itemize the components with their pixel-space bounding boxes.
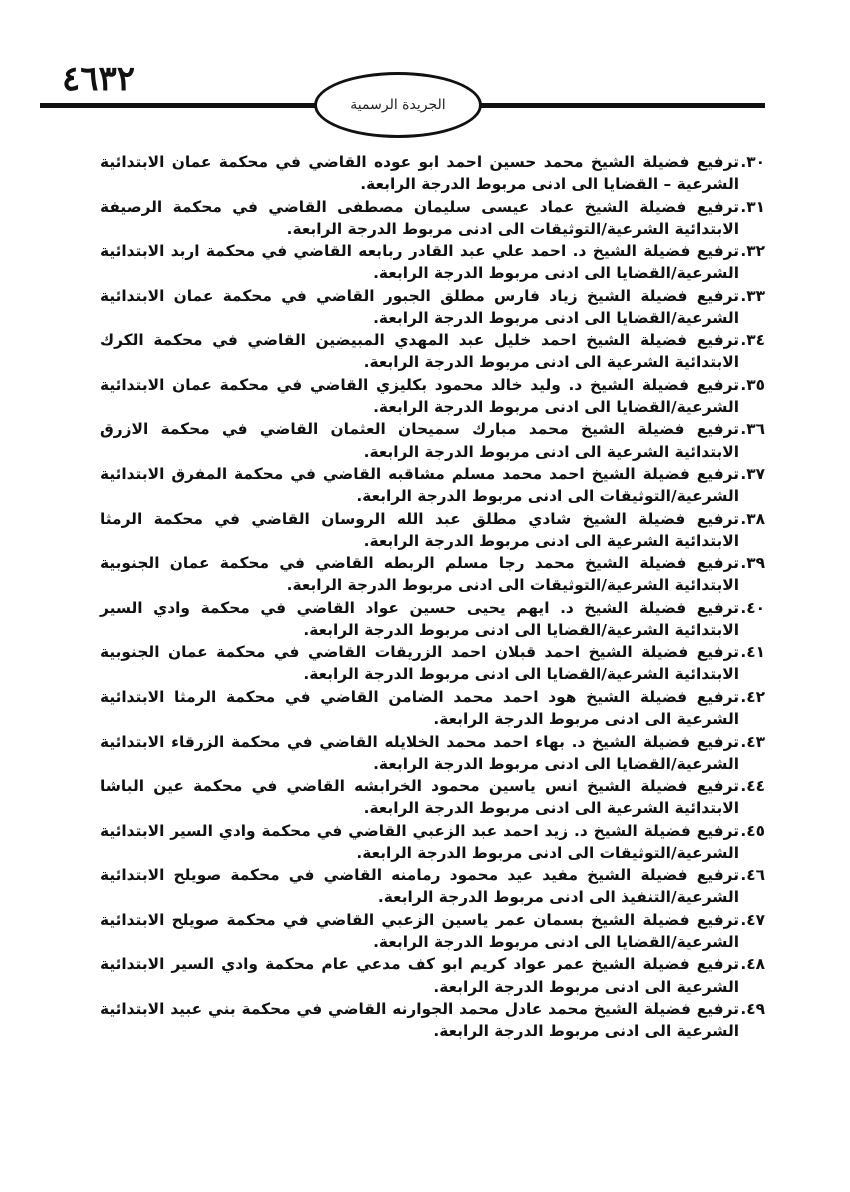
item-text: ترفيع فضيلة الشيخ مفيد عيد محمود رمامنه القاضي في محكمة صويلح الابتدائية الشرعية/التنفيذ الى ادنى مربوط الدرجة الرابعة. [100,866,739,907]
item-text: ترفيع فضيلة الشيخ محمد عادل محمد الجوارنه القاضي في محكمة بني عبيد الابتدائية الشرعية الى ادنى مربوط الدرجة الرابعة. [100,999,739,1041]
item-text: ترفيع فضيلة الشيخ احمد قبلان احمد الزريقات القاضي في محكمة عمان الجنوبية الابتدائية الشرعية/القضايا الى ادنى مربوط الدرجة الرابعة. [100,643,739,684]
list-item [100,552,765,596]
item-number: ٣٥. [740,375,765,394]
item-text: ترفيع فضيلة الشيخ احمد خليل عبد المهدي المبيضين القاضي في محكمة الكرك الابتدائية الشرعية الى ادنى مربوط الدرجة الرابعة. [100,331,739,372]
item-text: ترفيع فضيلة الشيخ احمد محمد مسلم مشاقبه القاضي في محكمة المفرق الابتدائية الشرعية/التوثيقات الى ادنى مربوط الدرجة الرابعة. [100,465,739,506]
item-text: ترفيع فضيلة الشيخ د. زيد احمد عبد الزعبي القاضي في محكمة وادي السير الابتدائية الشرعية/التوثيقات الى ادنى مربوط الدرجة الرابعة. [100,821,739,862]
item-text: ترفيع فضيلة الشيخ د. احمد علي عبد القادر ربابعه القاضي في محكمة اربد الابتدائية الشرعية/القضايا الى ادنى مربوط الدرجة الرابعة. [100,242,739,283]
item-number: ٤٣. [740,732,765,751]
list-item [100,909,765,953]
publication-title: الجريدة الرسمية [350,97,446,113]
item-text: ترفيع فضيلة الشيخ زياد فارس مطلق الجبور القاضي في محكمة عمان الابتدائية الشرعية/القضايا الى ادنى مربوط الدرجة الرابعة. [100,286,739,327]
item-number: ٣٨. [740,509,765,528]
list-item [100,864,765,908]
item-number: ٣٧. [740,465,765,484]
list-item [100,953,765,997]
list-item [100,240,765,284]
list-item [100,641,765,685]
list-item [100,151,765,195]
item-number: ٤٦. [740,866,765,885]
item-number: ٤٢. [740,687,765,706]
list-item [100,775,765,819]
item-text: ترفيع فضيلة الشيخ د. ايهم يحيى حسين عواد القاضي في محكمة وادي السير الابتدائية الشرعية/القضايا الى ادنى مربوط الدرجة الرابعة. [100,598,739,639]
list-item [100,374,765,418]
item-text: ترفيع فضيلة الشيخ شادي مطلق عبد الله الروسان القاضي في محكمة الرمثا الابتدائية الشرعية الى ادنى مربوط الدرجة الرابعة. [100,509,739,550]
item-number: ٤٥. [740,821,765,840]
list-item [100,731,765,775]
item-number: ٣٦. [740,420,765,439]
item-number: ٤٤. [740,777,765,796]
item-number: ٣٠. [740,153,765,171]
publication-title-oval [314,72,482,138]
item-text: ترفيع فضيلة الشيخ انس ياسين محمود الخرابشه القاضي في محكمة عين الباشا الابتدائية الشرعية الى ادنى مربوط الدرجة الرابعة. [100,777,739,818]
item-number: ٤٨. [740,955,765,974]
list-item [100,418,765,462]
list-item [100,285,765,329]
list-item [100,597,765,641]
item-number: ٣١. [740,197,765,216]
item-text: ترفيع فضيلة الشيخ محمد مبارك سميحان العثمان القاضي في محكمة الازرق الابتدائية الشرعية الى ادنى مربوط الدرجة الرابعة. [100,420,739,461]
item-text: ترفيع فضيلة الشيخ د. بهاء احمد محمد الخلايله القاضي في محكمة الزرقاء الابتدائية الشرعية/القضايا الى ادنى مربوط الدرجة الرابعة. [100,732,739,773]
item-number: ٤٧. [740,910,765,929]
item-text: ترفيع فضيلة الشيخ عماد عيسى سليمان مصطفى القاضي في محكمة الرصيفة الابتدائية الشرعية/التوثيقات الى ادنى مربوط الدرجة الرابعة. [100,197,739,238]
item-number: ٣٣. [740,286,765,305]
item-number: ٣٩. [740,554,765,573]
item-text: ترفيع فضيلة الشيخ محمد حسين احمد ابو عوده القاضي في محكمة عمان الابتدائية الشرعية – القضايا الى ادنى مربوط الدرجة الرابعة. [100,153,739,194]
item-text: ترفيع فضيلة الشيخ بسمان عمر ياسين الزعبي القاضي في محكمة صويلح الابتدائية الشرعية/القضايا الى ادنى مربوط الدرجة الرابعة. [100,910,739,951]
item-text: ترفيع فضيلة الشيخ محمد رجا مسلم الربطه القاضي في محكمة عمان الجنوبية الابتدائية الشرعية/التوثيقات الى ادنى مربوط الدرجة الرابعة. [100,554,739,595]
item-number: ٤٩. [740,999,765,1018]
item-text: ترفيع فضيلة الشيخ هود احمد محمد الضامن القاضي في محكمة الرمثا الابتدائية الشرعية الى ادنى مربوط الدرجة الرابعة. [100,687,739,729]
promotion-list [100,151,765,1043]
list-item [100,463,765,507]
item-text: ترفيع فضيلة الشيخ عمر عواد كريم ابو كف مدعي عام محكمة وادي السير الابتدائية الشرعية الى ادنى مربوط الدرجة الرابعة. [100,955,739,996]
item-number: ٣٤. [740,331,765,350]
list-item [100,820,765,864]
list-item [100,998,765,1042]
list-item [100,329,765,373]
item-number: ٣٢. [740,242,765,261]
item-text: ترفيع فضيلة الشيخ د. وليد خالد محمود بكليزي القاضي في محكمة عمان الابتدائية الشرعية/القضايا الى ادنى مربوط الدرجة الرابعة. [100,375,739,416]
list-item [100,196,765,240]
item-number: ٤٠. [740,598,765,617]
list-item [100,508,765,552]
item-number: ٤١. [740,643,765,662]
page-number: ٤٦٣٢ [62,59,136,99]
list-item [100,686,765,730]
